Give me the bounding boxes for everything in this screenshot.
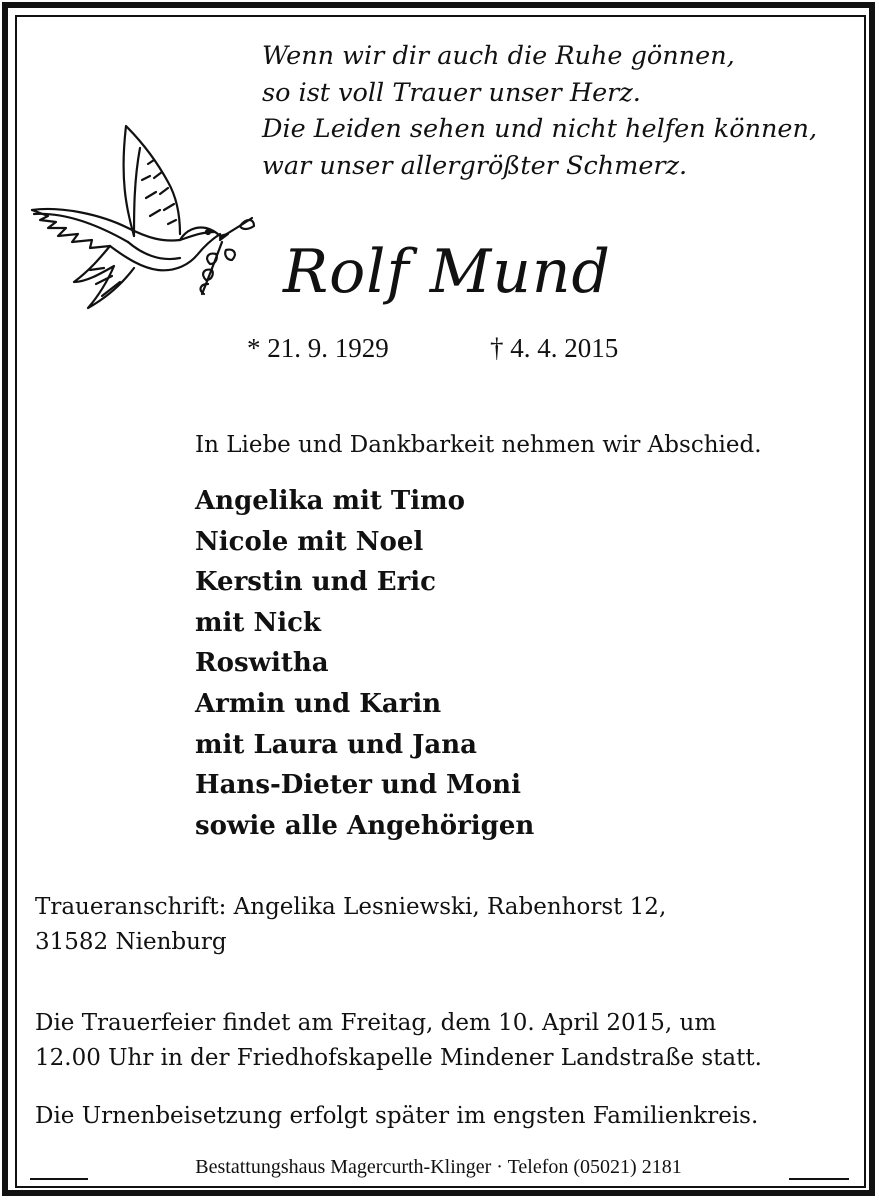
birth-date: * 21. 9. 1929 (247, 333, 389, 363)
poem-line: Wenn wir dir auch die Ruhe gönnen, (262, 41, 735, 71)
footer-rule (789, 1178, 849, 1180)
list-item: mit Nick (195, 607, 321, 638)
address-line: Traueranschrift: Angelika Lesniewski, Rabenhorst 12, (35, 894, 667, 920)
funeral-service-notice (35, 1006, 762, 1076)
list-item: Nicole mit Noel (195, 526, 424, 557)
list-item: Kerstin und Eric (195, 567, 437, 598)
funeral-home-info: Bestattungshaus Magercurth-Klinger · Telefon (05021) 2181 (195, 1156, 682, 1178)
footer-rule (30, 1178, 88, 1180)
list-item: Armin und Karin (195, 688, 442, 719)
dove-with-olive-branch-icon (30, 118, 258, 318)
list-item: mit Laura und Jana (195, 729, 478, 760)
deceased-name: Rolf Mund (283, 237, 611, 307)
poem-line: so ist voll Trauer unser Herz. (262, 77, 641, 108)
urn-burial-notice: Die Urnenbeisetzung erfolgt später im engsten Familienkreis. (35, 1103, 759, 1129)
poem-line: Die Leiden sehen und nicht helfen können, (262, 114, 818, 144)
mourning-address (35, 890, 666, 960)
list-item: Angelika mit Timo (195, 486, 465, 516)
address-line: 31582 Nienburg (35, 929, 227, 955)
list-item: sowie alle Angehörigen (195, 810, 535, 841)
list-item: Roswitha (195, 648, 329, 679)
footer (30, 1152, 849, 1182)
poem (262, 38, 817, 184)
ceremony-line: Die Trauerfeier findet am Freitag, dem 10. April 2015, um (35, 1010, 717, 1036)
ceremony-line: 12.00 Uhr in der Friedhofskapelle Mindener Landstraße statt. (35, 1045, 762, 1071)
mourners-list (195, 481, 534, 846)
poem-line: war unser allergrößter Schmerz. (262, 150, 688, 181)
list-item: Hans-Dieter und Moni (195, 770, 521, 801)
death-date: † 4. 4. 2015 (490, 333, 619, 363)
farewell-intro: In Liebe und Dankbarkeit nehmen wir Abschied. (195, 432, 762, 458)
